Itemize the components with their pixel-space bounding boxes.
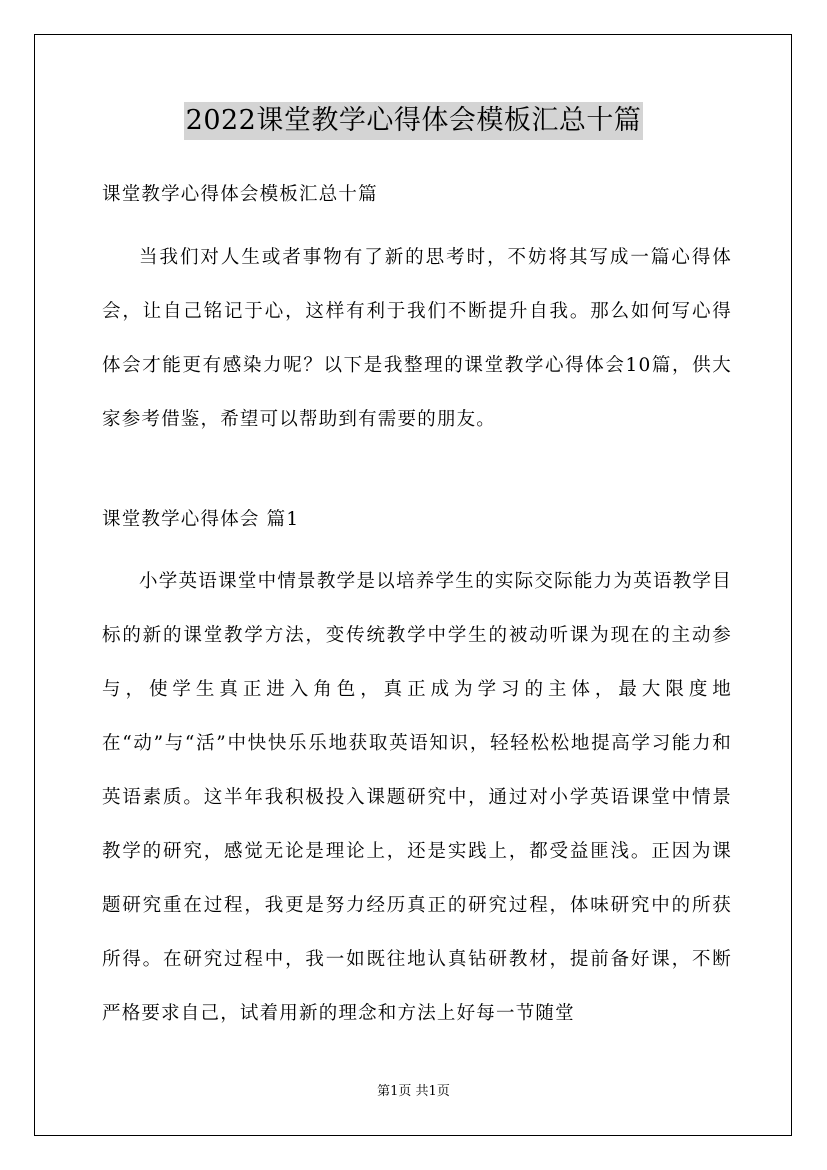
page-number-footer: 第1页 共1页 xyxy=(377,1084,450,1099)
document-title-text: 2022课堂教学心得体会模板汇总十篇 xyxy=(184,102,644,140)
document-subtitle: 课堂教学心得体会模板汇总十篇 xyxy=(102,184,378,205)
section-heading: 课堂教学心得体会 篇1 xyxy=(102,509,300,530)
intro-paragraph: 当我们对人生或者事物有了新的思考时，不妨将其写成一篇心得体会，让自己铭记于心，这样有利于我们不断提升自我。那么如何写心得体会才能更有感染力呢？以下是我整理的课堂教学心得体会10篇，供大家参考借鉴，希望可以帮助到有需要的朋友。 xyxy=(102,247,732,430)
section-body-paragraph: 小学英语课堂中情景教学是以培养学生的实际交际能力为英语教学目标的新的课堂教学方法，变传统教学中学生的被动听课为现在的主动参与，使学生真正进入角色，真正成为学习的主体，最大限度地在“动”与“活”中快快乐乐地获取英语知识，轻轻松松地提高学习能力和英语素质。这半年我积极投入课题研究中，通过对小学英语课堂中情景教学的研究，感觉无论是理论上，还是实践上，都受益匪浅。正因为课题研究重在过程，我更是努力经历真正的研究过程，体味研究中的所获所得。在研究过程中，我一如既往地认真钻研教材，提前备好课，不断严格要求自己，试着用新的理念和方法上好每一节随堂 xyxy=(102,571,732,1024)
document-title xyxy=(0,102,827,140)
